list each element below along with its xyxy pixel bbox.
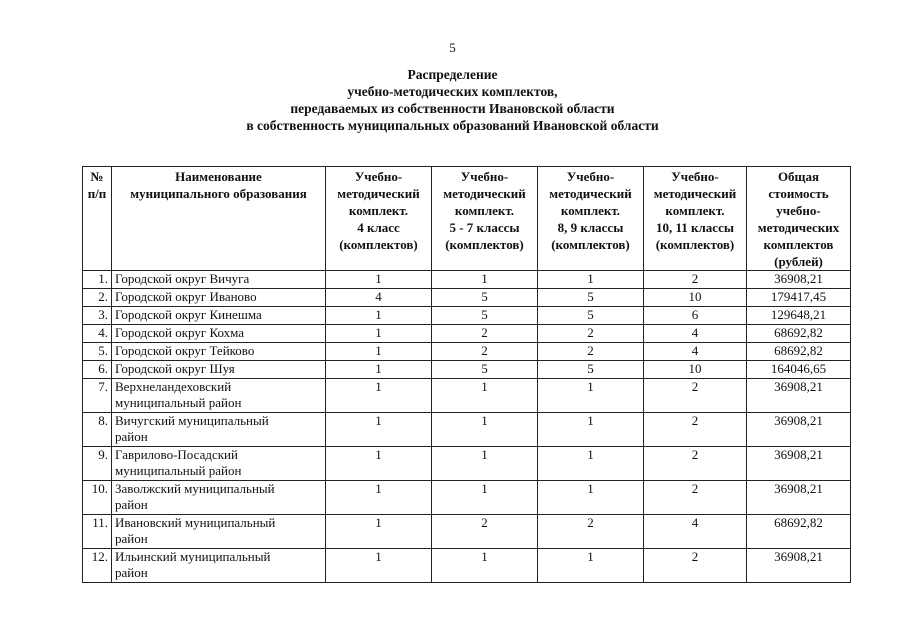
grade-4-count: 1 [326,549,432,583]
header-name: Наименование муниципального образования [112,167,326,271]
table-header-row [83,167,851,271]
page-number: 5 [449,40,456,55]
municipality-name: Городской округ Кохма [112,325,326,343]
grade-8-9-count: 1 [538,549,644,583]
grade-10-11-count: 4 [644,325,747,343]
header-grade-4: Учебно- методический комплект. 4 класс (комплектов) [326,167,432,271]
total-cost: 68692,82 [747,343,851,361]
grade-4-count: 1 [326,447,432,481]
municipality-name: Городской округ Вичуга [112,271,326,289]
municipality-name: Вичугский муниципальный район [112,413,326,447]
table-row [83,447,851,481]
grade-4-count: 1 [326,379,432,413]
total-cost: 164046,65 [747,361,851,379]
grade-4-count: 1 [326,325,432,343]
grade-8-9-count: 5 [538,361,644,379]
grade-10-11-count: 2 [644,271,747,289]
grade-5-7-count: 1 [432,379,538,413]
grade-8-9-count: 2 [538,343,644,361]
grade-5-7-count: 1 [432,549,538,583]
total-cost: 68692,82 [747,515,851,549]
grade-10-11-count: 2 [644,481,747,515]
title-line-1: Распределение [407,67,498,82]
row-number: 2. [83,289,112,307]
table-row [83,361,851,379]
row-number: 7. [83,379,112,413]
row-number: 10. [83,481,112,515]
grade-4-count: 4 [326,289,432,307]
row-number: 1. [83,271,112,289]
grade-8-9-count: 5 [538,307,644,325]
header-number: № п/п [83,167,112,271]
row-number: 3. [83,307,112,325]
table-row [83,549,851,583]
grade-5-7-count: 5 [432,289,538,307]
row-number: 6. [83,361,112,379]
table-row [83,343,851,361]
table-row [83,413,851,447]
total-cost: 36908,21 [747,379,851,413]
grade-8-9-count: 1 [538,379,644,413]
grade-10-11-count: 2 [644,413,747,447]
grade-4-count: 1 [326,361,432,379]
grade-8-9-count: 1 [538,481,644,515]
distribution-table [82,166,851,583]
table-row [83,379,851,413]
grade-8-9-count: 1 [538,447,644,481]
grade-5-7-count: 2 [432,325,538,343]
table-row [83,481,851,515]
total-cost: 36908,21 [747,271,851,289]
grade-5-7-count: 1 [432,481,538,515]
grade-5-7-count: 1 [432,413,538,447]
grade-10-11-count: 10 [644,361,747,379]
grade-10-11-count: 2 [644,549,747,583]
grade-4-count: 1 [326,413,432,447]
grade-4-count: 1 [326,515,432,549]
document-title [0,66,905,134]
grade-8-9-count: 1 [538,413,644,447]
grade-10-11-count: 10 [644,289,747,307]
row-number: 4. [83,325,112,343]
municipality-name: Верхнеландеховский муниципальный район [112,379,326,413]
grade-4-count: 1 [326,307,432,325]
grade-4-count: 1 [326,343,432,361]
municipality-name: Городской округ Кинешма [112,307,326,325]
row-number: 8. [83,413,112,447]
grade-8-9-count: 5 [538,289,644,307]
header-grade-10-11: Учебно- методический комплект. 10, 11 классы (комплектов) [644,167,747,271]
total-cost: 36908,21 [747,549,851,583]
grade-8-9-count: 2 [538,325,644,343]
grade-8-9-count: 1 [538,271,644,289]
grade-8-9-count: 2 [538,515,644,549]
municipality-name: Заволжский муниципальный район [112,481,326,515]
municipality-name: Ильинский муниципальный район [112,549,326,583]
row-number: 11. [83,515,112,549]
total-cost: 68692,82 [747,325,851,343]
municipality-name: Гаврилово-Посадский муниципальный район [112,447,326,481]
header-total-cost: Общая стоимость учебно- методических комплектов (рублей) [747,167,851,271]
grade-10-11-count: 6 [644,307,747,325]
total-cost: 36908,21 [747,413,851,447]
grade-10-11-count: 4 [644,343,747,361]
total-cost: 129648,21 [747,307,851,325]
grade-5-7-count: 2 [432,515,538,549]
municipality-name: Городской округ Тейково [112,343,326,361]
table-row [83,307,851,325]
total-cost: 36908,21 [747,481,851,515]
header-grade-5-7: Учебно- методический комплект. 5 - 7 классы (комплектов) [432,167,538,271]
municipality-name: Городской округ Иваново [112,289,326,307]
table-row [83,515,851,549]
title-line-3: передаваемых из собственности Ивановской области [290,101,615,116]
grade-5-7-count: 1 [432,447,538,481]
grade-4-count: 1 [326,271,432,289]
grade-5-7-count: 1 [432,271,538,289]
grade-5-7-count: 5 [432,361,538,379]
table-row [83,289,851,307]
table-row [83,325,851,343]
municipality-name: Ивановский муниципальный район [112,515,326,549]
title-line-4: в собственность муниципальных образований Ивановской области [246,118,659,133]
municipality-name: Городской округ Шуя [112,361,326,379]
row-number: 5. [83,343,112,361]
row-number: 12. [83,549,112,583]
grade-10-11-count: 4 [644,515,747,549]
header-grade-8-9: Учебно- методический комплект. 8, 9 классы (комплектов) [538,167,644,271]
table-row [83,271,851,289]
title-line-2: учебно-методических комплектов, [347,84,558,99]
grade-5-7-count: 5 [432,307,538,325]
grade-4-count: 1 [326,481,432,515]
grade-10-11-count: 2 [644,379,747,413]
total-cost: 36908,21 [747,447,851,481]
row-number: 9. [83,447,112,481]
grade-5-7-count: 2 [432,343,538,361]
grade-10-11-count: 2 [644,447,747,481]
total-cost: 179417,45 [747,289,851,307]
